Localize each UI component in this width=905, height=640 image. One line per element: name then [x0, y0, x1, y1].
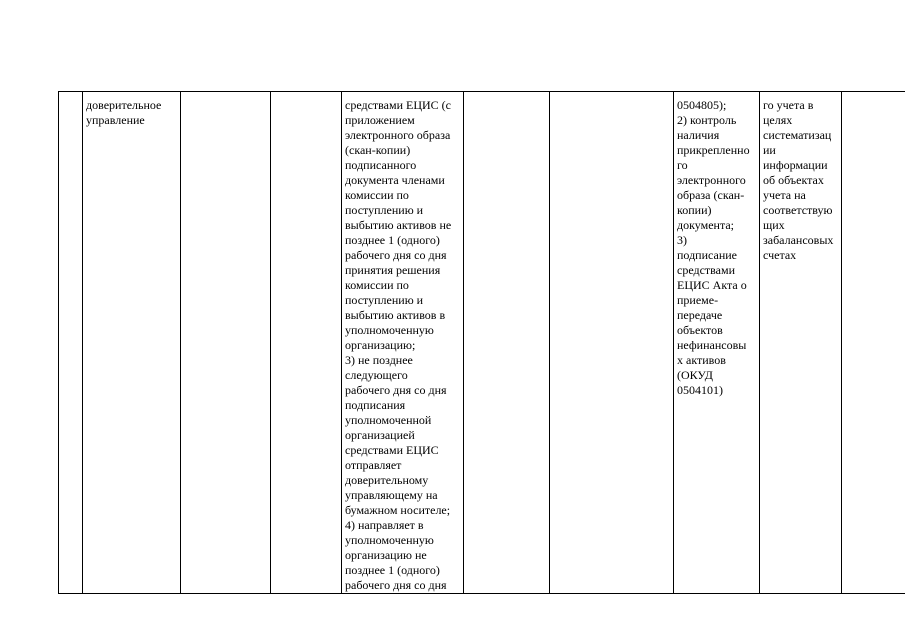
cell-text-line: 0504101) — [677, 383, 723, 397]
cell-text-line: соответствую — [763, 203, 833, 217]
document-table — [58, 91, 905, 594]
cell-text-line: го — [677, 158, 688, 172]
cell-text-line: средствами ЕЦИС (с — [345, 98, 452, 112]
cell-text-line: следующего — [345, 368, 408, 382]
cell-text-line: 4) направляет в — [345, 518, 424, 532]
cell-text-line: доверительному — [345, 473, 429, 487]
cell-text-line: забалансовых — [763, 233, 834, 247]
cell-text-line: рабочего дня со дня — [345, 383, 447, 397]
cell-col5 — [342, 92, 464, 594]
cell-text-line: учета на — [763, 188, 806, 202]
cell-text-line: позднее 1 (одного) — [345, 233, 440, 247]
cell-text-line: нефинансовы — [677, 338, 747, 352]
cell-text-line: организацию; — [345, 338, 416, 352]
cell-col10 — [842, 92, 905, 594]
cell-text-line: организацию не — [345, 548, 427, 562]
cell-text-line: средствами — [677, 263, 736, 277]
cell-text-line: управляющему на — [345, 488, 438, 502]
cell-text-line: подписание — [677, 248, 737, 262]
cell-text-line: 2) контроль — [677, 113, 737, 127]
cell-text-line: 3) — [677, 233, 687, 247]
cell-text-line: систематизац — [763, 128, 832, 142]
cell-text-line: выбытию активов не — [345, 218, 452, 232]
cell-col8 — [674, 92, 760, 594]
cell-text-line: приложением — [345, 113, 415, 127]
cell-col3 — [181, 92, 271, 594]
cell-text-line: поступлению и — [345, 203, 424, 217]
cell-text-line: комиссии по — [345, 278, 409, 292]
cell-text-line: передаче — [677, 308, 723, 322]
cell-col4 — [271, 92, 342, 594]
cell-text-line: ии — [763, 143, 776, 157]
cell-text-line: поступлению и — [345, 293, 424, 307]
cell-text-line: позднее 1 (одного) — [345, 563, 440, 577]
cell-text-line: уполномоченной — [345, 413, 432, 427]
cell-text-line: уполномоченную — [345, 533, 434, 547]
cell-text-line: бумажном носителе; — [345, 503, 451, 517]
cell-text-line: рабочего дня со дня — [345, 248, 447, 262]
cell-text-line: доверительное — [86, 98, 162, 112]
cell-text-line: документа; — [677, 218, 734, 232]
cell-text-line: информации — [763, 158, 828, 172]
cell-text-line: 0504805); — [677, 98, 727, 112]
cell-text-line: ЕЦИС Акта о — [677, 278, 747, 292]
cell-text-line: отправляет — [345, 458, 402, 472]
cell-text-line: рабочего дня со дня — [345, 578, 447, 592]
cell-text-line: 3) не позднее — [345, 353, 413, 367]
cell-text-line: (ОКУД — [677, 368, 713, 382]
cell-text-line: электронного — [677, 173, 746, 187]
cell-text-line: комиссии по — [345, 188, 409, 202]
cell-text-line: (скан-копии) — [345, 143, 411, 157]
cell-text-line: электронного образа — [345, 128, 451, 142]
cell-text-line: управление — [86, 113, 145, 127]
table-row — [59, 92, 905, 594]
cell-text-line: образа (скан- — [677, 188, 745, 202]
cell-col2 — [83, 92, 181, 594]
cell-text-line: подписания — [345, 398, 406, 412]
cell-text-line: копии) — [677, 203, 712, 217]
cell-text-line: целях — [763, 113, 793, 127]
cell-text-line: объектов — [677, 323, 723, 337]
cell-text-line: го учета в — [763, 98, 814, 112]
cell-text-line: принятия решения — [345, 263, 441, 277]
cell-text-line: организацией — [345, 428, 415, 442]
cell-text-line: х активов — [677, 353, 726, 367]
cell-text-line: щих — [763, 218, 785, 232]
cell-col1 — [59, 92, 83, 594]
cell-col9 — [760, 92, 842, 594]
cell-text-line: прикрепленно — [677, 143, 750, 157]
cell-text-line: уполномоченную — [345, 323, 434, 337]
cell-text-line: об объектах — [763, 173, 824, 187]
cell-text-line: счетах — [763, 248, 797, 262]
cell-text-line: выбытию активов в — [345, 308, 446, 322]
cell-text-line: средствами ЕЦИС — [345, 443, 439, 457]
cell-text-line: приеме- — [677, 293, 719, 307]
cell-col7 — [550, 92, 674, 594]
cell-text-line: наличия — [677, 128, 720, 142]
cell-text-line: документа членами — [345, 173, 445, 187]
cell-text-line: подписанного — [345, 158, 417, 172]
cell-col6 — [464, 92, 550, 594]
